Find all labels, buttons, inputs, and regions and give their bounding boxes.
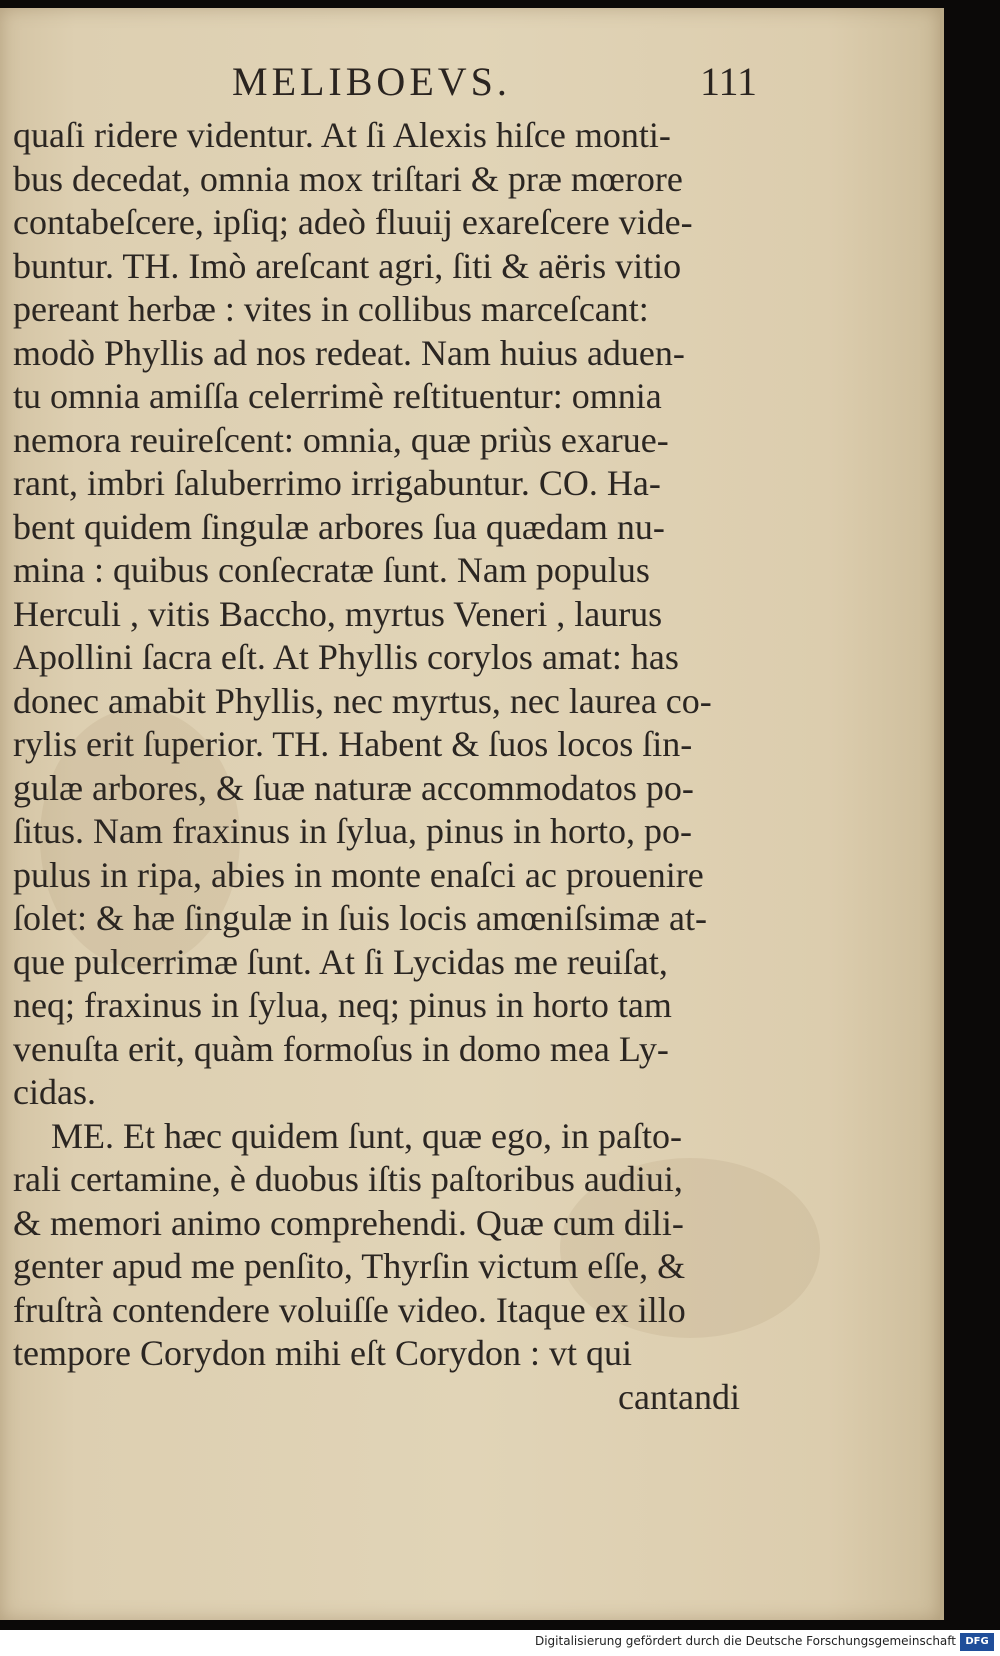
text-line: contabeſcere, ipſiq; adeò fluuij exareſcere vide- [13,202,693,242]
text-line: gulæ arbores, & ſuæ naturæ accommodatos po- [13,767,694,808]
text-line: que pulcerrimæ ſunt. At ſi Lycidas me reuiſat, [13,941,668,982]
text-line: genter apud me penſito, Thyrſin victum eſſe, & [13,1246,686,1286]
text-line: pereant herbæ : vites in collibus marceſcant: [13,289,649,329]
text-line: pulus in ripa, abies in monte enaſci ac prouenire [13,854,704,895]
text-line: cidas. [13,1072,96,1112]
text-line: mina : quibus conſecratæ ſunt. Nam populus [13,550,650,590]
funding-credit: Digitalisierung gefördert durch die Deutsche Forschungsgemeinschaft [534,1634,956,1648]
text-line: venuſta erit, quàm formoſus in domo mea Ly- [13,1028,669,1069]
digitization-footer [0,1630,1000,1656]
catchword: cantandi [618,1376,740,1417]
text-line: ſitus. Nam fraxinus in ſylua, pinus in horto, po- [13,811,692,851]
text-line: Herculi , vitis Baccho, myrtus Veneri , laurus [13,593,663,634]
text-line: fruſtrà contendere voluiſſe video. Itaque ex illo [13,1289,686,1330]
body-text [13,114,748,1419]
running-title: MELIBOEVS. [232,59,511,104]
dfg-logo-icon: DFG [960,1633,994,1651]
text-line: rylis erit ſuperior. TH. Habent & ſuos locos ſin- [13,724,693,764]
text-line: Apollini ſacra eſt. At Phyllis corylos amat: has [13,637,679,677]
book-page [0,8,944,1620]
text-line: rali certamine, è duobus iſtis paſtoribus audiui, [13,1159,683,1199]
text-line: quaſi ridere videntur. At ſi Alexis hiſce monti- [13,115,671,155]
text-line: bent quidem ſingulæ arbores ſua quædam nu- [13,506,665,547]
text-line: rant, imbri ſaluberrimo irrigabuntur. CO. Ha- [13,463,661,503]
text-line: neq; fraxinus in ſylua, neq; pinus in horto tam [13,985,672,1025]
text-line: modò Phyllis ad nos redeat. Nam huius aduen- [13,332,685,373]
text-line: ſolet: & hæ ſingulæ in ſuis locis amœniſsimæ at- [13,898,708,938]
text-line: tu omnia amiſſa celerrimè reſtituentur: omnia [13,376,662,416]
text-line: buntur. TH. Imò areſcant agri, ſiti & aëris vitio [13,245,682,286]
page-number: 111 [700,59,758,104]
text-line: & memori animo comprehendi. Quæ cum dili- [13,1202,684,1243]
text-line: tempore Corydon mihi eſt Corydon : vt qui [13,1333,632,1373]
text-line: nemora reuireſcent: omnia, quæ priùs exarue- [13,419,669,460]
text-line: ME. Et hæc quidem ſunt, quæ ego, in paſto- [51,1115,682,1156]
running-head [0,58,940,108]
text-line: donec amabit Phyllis, nec myrtus, nec laurea co- [13,680,712,721]
text-line: bus decedat, omnia mox triſtari & præ mœrore [13,158,683,199]
